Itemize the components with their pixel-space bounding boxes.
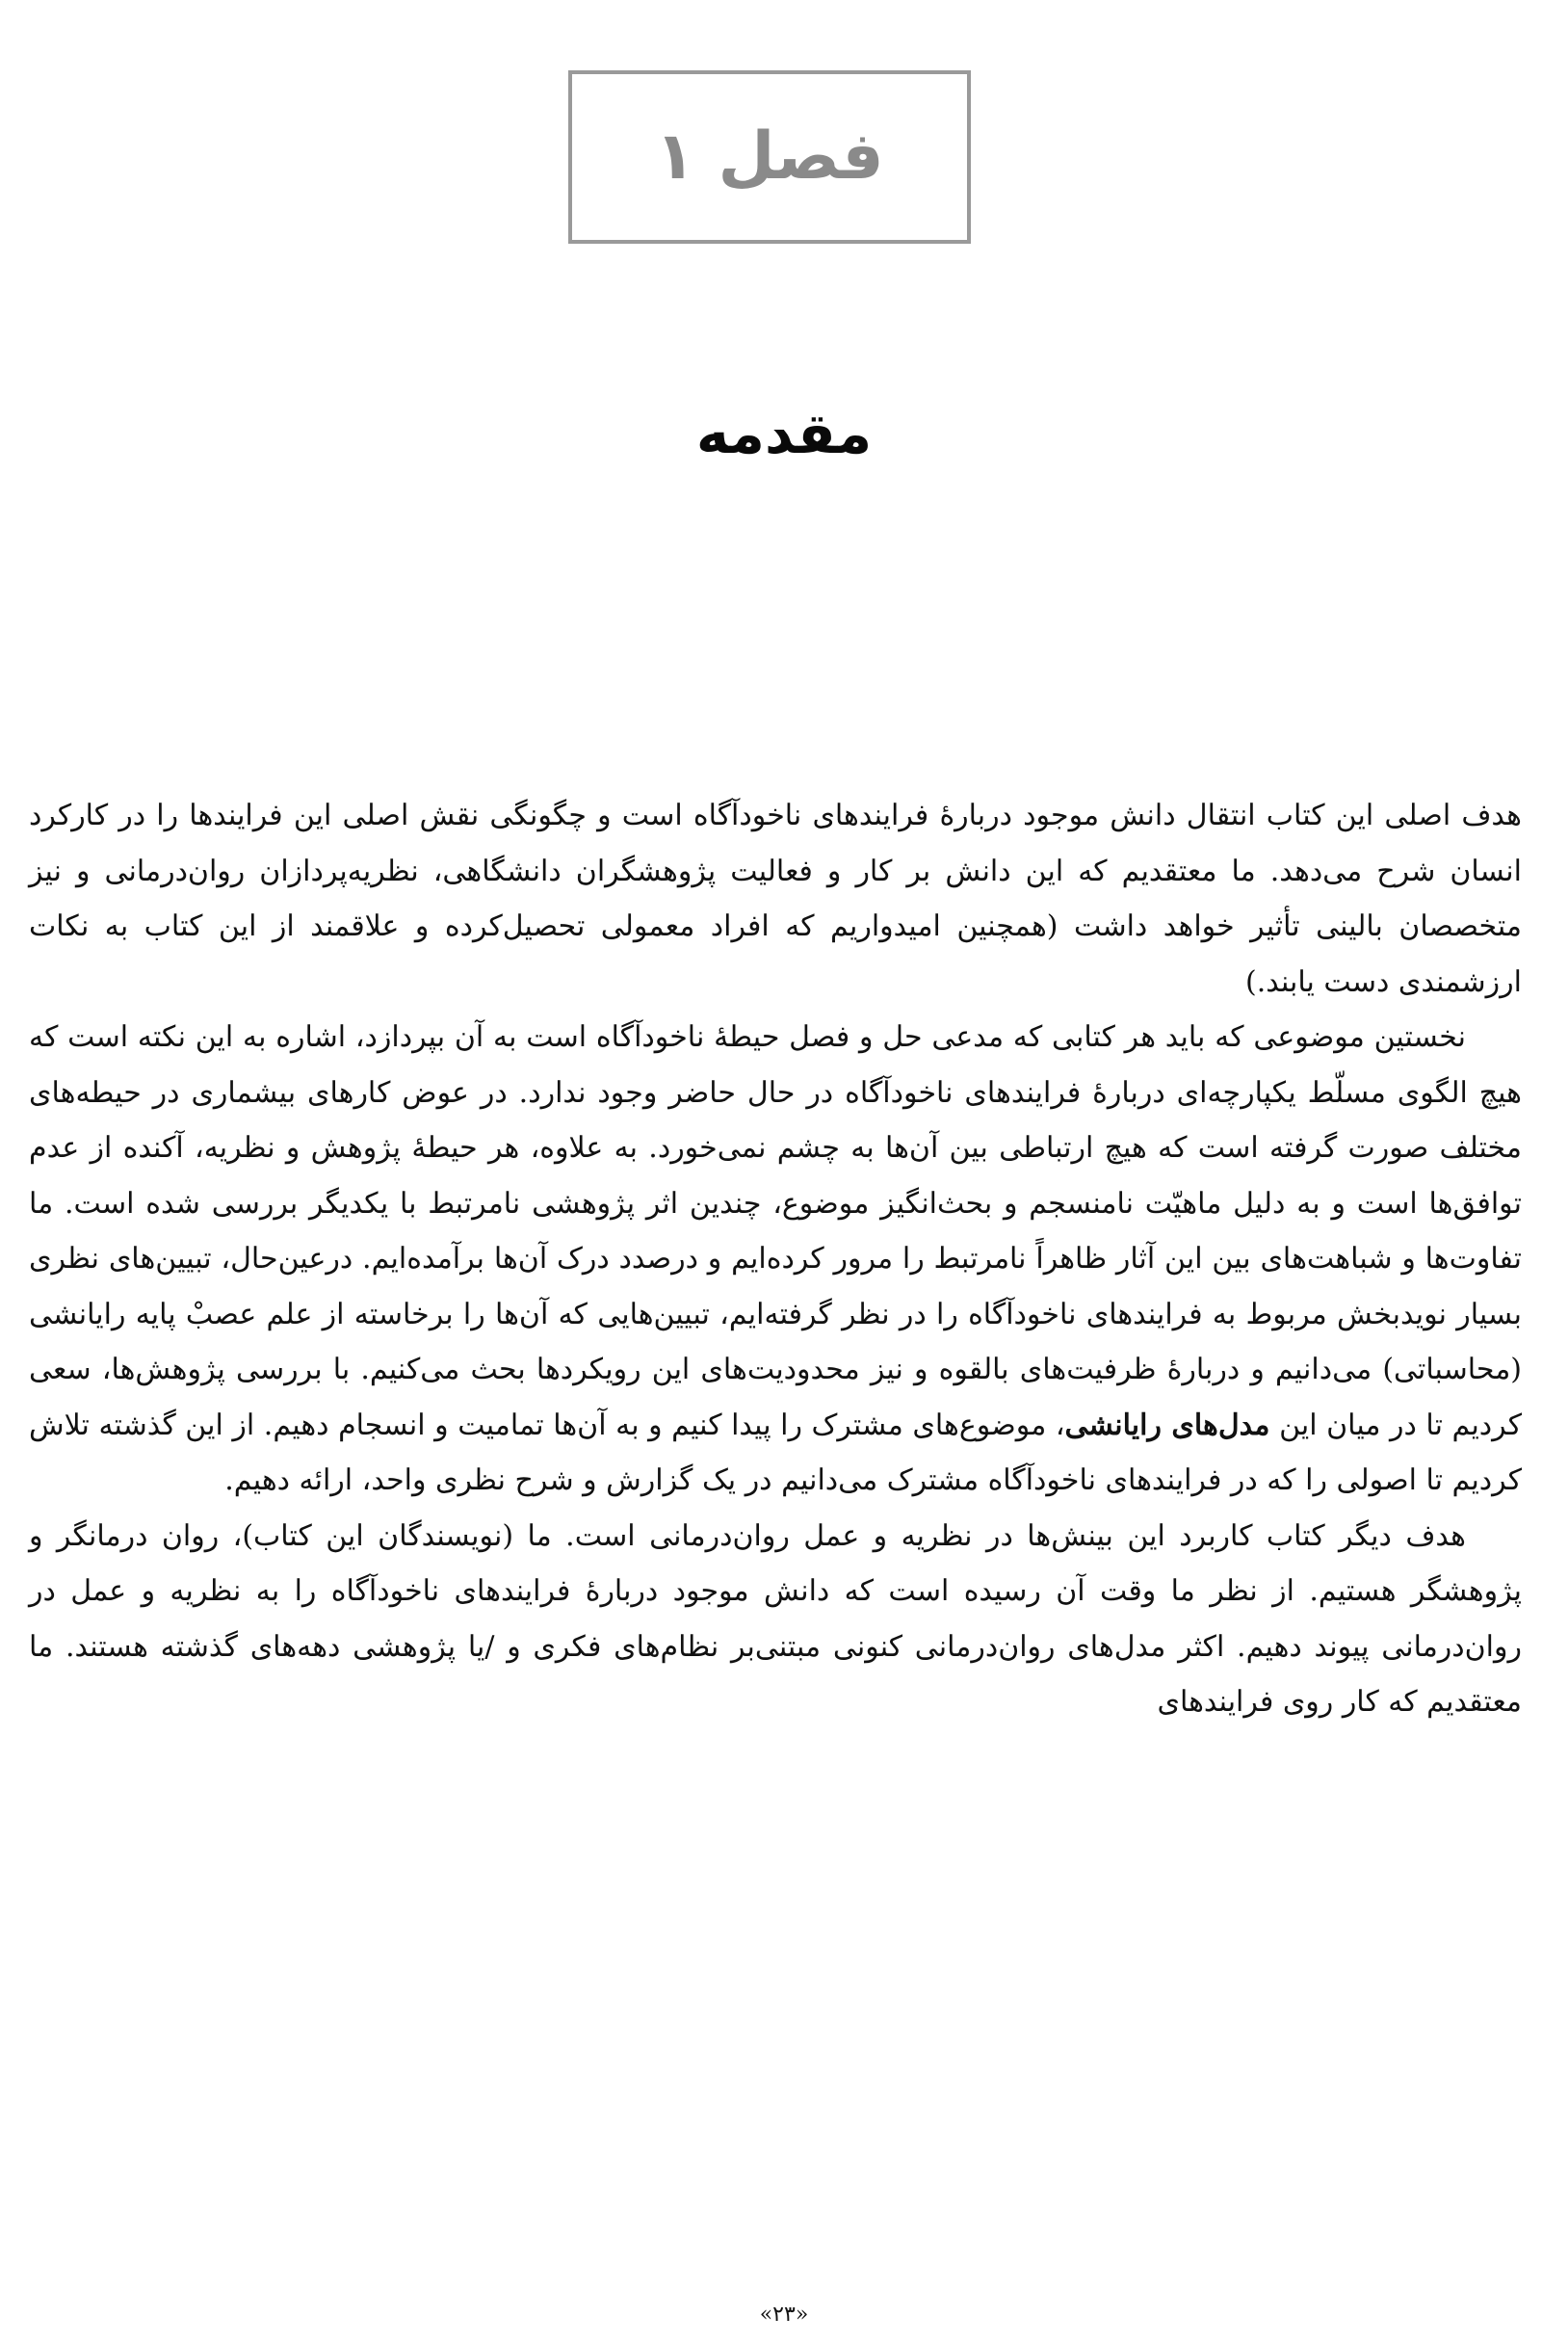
paragraph-1: هدف اصلی این کتاب انتقال دانش موجود دربارهٔ فرایندهای ناخودآگاه است و چگونگی نقش اصلی این فرایندها را در کارکرد انسان شرح می‌دهد. ما معتقدیم که این دانش بر کار و فعالیت پژوهشگران دانشگاهی، نظریه‌پردازان روان‌درمانی و نیز متخصصان بالینی تأثیر خواهد داشت (همچنین امیدواریم که افراد معمولی تحصیل‌کرده و علاقمند از این کتاب به نکات ارزشمندی دست یابند.) <box>29 799 1522 999</box>
paragraph-2 <box>29 1010 1522 1509</box>
paragraph-2-bold-term: مدل‌های رایانشی <box>1064 1408 1270 1442</box>
paragraph-2-text-after: ، موضوع‌های مشترک را پیدا کنیم و به آن‌ها تمامیت و انسجام دهیم. از این گذشته تلاش کردیم تا اصولی را که در فرایندهای ناخودآگاه مشترک می‌دانیم در یک گزارش و شرح نظری واحد، ارائه دهیم. <box>29 1408 1522 1497</box>
paragraph-3: هدف دیگر کتاب کاربرد این بینش‌ها در نظریه و عمل روان‌درمانی است. ما (نویسندگان این کتاب)، روان درمانگر و پژوهشگر هستیم. از نظر ما وقت آن رسیده است که دانش موجود دربارهٔ فرایندهای ناخودآگاه را به نظریه و عمل در روان‌درمانی پیوند دهیم. اکثر مدل‌های روان‌درمانی کنونی مبتنی‌بر نظام‌های فکری و /یا پژوهشی دهه‌های گذشته هستند. ما معتقدیم که کار روی فرایندهای <box>29 1518 1522 1719</box>
body-text <box>29 788 1522 1730</box>
chapter-heading-box <box>568 70 971 244</box>
paragraph-2-text-before: نخستین موضوعی که باید هر کتابی که مدعی حل و فصل حیطهٔ ناخودآگاه است به آن بپردازد، اشاره به این نکته است که هیچ الگوی مسلّط یکپارچه‌ای دربارهٔ فرایندهای ناخودآگاه در حال حاضر وجود ندارد. در عوض کارهای بیشماری در حیطه‌های مختلف صورت گرفته است که هیچ ارتباطی بین آن‌ها به چشم نمی‌خورد. به علاوه، هر حیطهٔ پژوهش و نظریه، آکنده از عدم توافق‌ها است و به دلیل ماهیّت نامنسجم و بحث‌انگیز موضوع، چندین اثر پژوهشی نامرتبط با یکدیگر بررسی شده است. ما تفاوت‌ها و شباهت‌های بین این آثار ظاهراً نامرتبط را مرور کرده‌ایم و درصدد درک آن‌ها برآمده‌ایم. درعین‌حال، تبیین‌های نظری بسیار نویدبخش مربوط به فرایندهای ناخودآگاه را در نظر گرفته‌ایم، تبیین‌هایی که آن‌ها را برخاسته از علم عصبْ پایه رایانشی (محاسباتی) می‌دانیم و دربارهٔ ظرفیت‌های بالقوه و نیز محدودیت‌های این رویکردها بحث می‌کنیم. با بررسی پژوهش‌ها، سعی کردیم تا در میان این <box>29 1020 1522 1442</box>
section-title: مقدمه <box>695 400 873 466</box>
page-number: «۲۳» <box>759 2303 809 2327</box>
chapter-label: فصل ۱ <box>655 118 884 195</box>
